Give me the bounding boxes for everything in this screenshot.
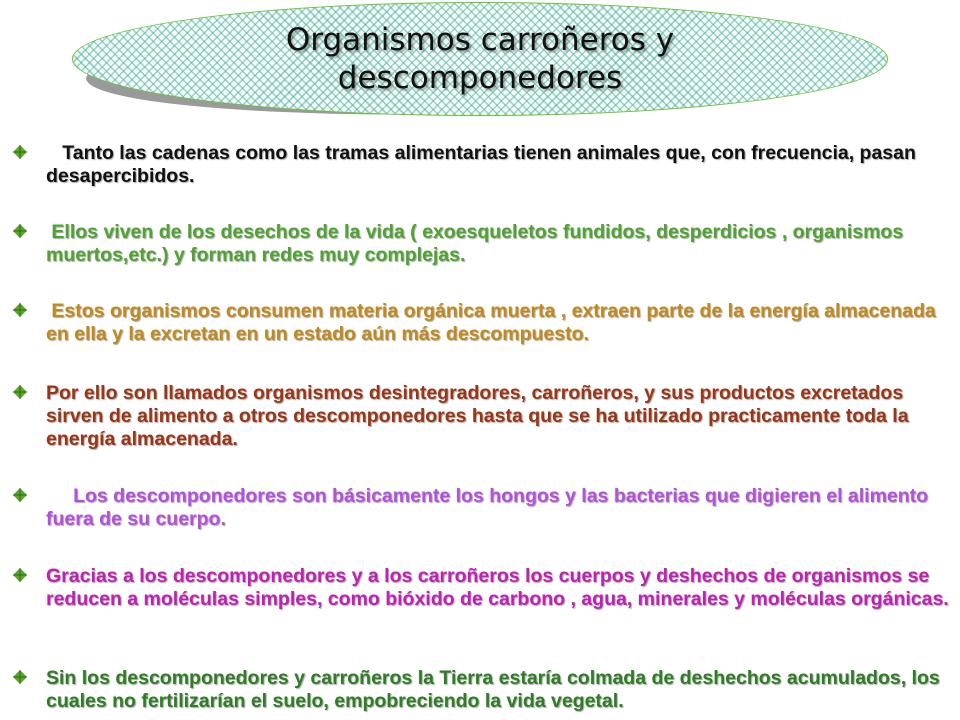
leaf-bullet-icon bbox=[12, 302, 28, 318]
leaf-bullet-icon bbox=[12, 384, 28, 400]
bullet-text: Estos organismos consumen materia orgánica muerta , extraen parte de la energía almacenada en ella y la excretan en un estado aún más descompuesto. bbox=[46, 300, 942, 345]
bullet-text: Por ello son llamados organismos desintegradores, carroñeros, y sus productos excretados sirven de alimento a otros descomponedores hasta que se ha utilizado practicamente toda la energía almacenada. bbox=[46, 382, 914, 450]
bullet-item bbox=[12, 667, 952, 713]
bullet-text: Ellos viven de los desechos de la vida ( exoesqueletos fundidos, desperdicios , organismos muertos,etc.) y forman redes muy complejas. bbox=[46, 221, 909, 266]
leaf-bullet-icon bbox=[12, 487, 28, 503]
bullet-item bbox=[12, 485, 952, 531]
bullet-text: Gracias a los descomponedores y a los carroñeros los cuerpos y deshechos de organismos se reducen a moléculas simples, como bióxido de carbono , agua, minerales y moléculas orgánicas. bbox=[46, 565, 949, 610]
leaf-bullet-icon bbox=[12, 144, 28, 160]
bullet-item bbox=[12, 142, 952, 188]
bullet-text: Sin los descomponedores y carroñeros la Tierra estaría colmada de deshechos acumulados, los cuales no fertilizarían el suelo, empobreciendo la vida vegetal. bbox=[46, 667, 946, 712]
leaf-bullet-icon bbox=[12, 223, 28, 239]
bullet-item bbox=[12, 300, 952, 346]
bullet-item bbox=[12, 221, 952, 267]
bullet-text: Tanto las cadenas como las tramas alimentarias tienen animales que, con frecuencia, pasan desapercibidos. bbox=[46, 142, 922, 187]
slide-title: Organismos carroñeros y descomponedores bbox=[285, 22, 675, 96]
bullet-item bbox=[12, 565, 952, 611]
bullet-item bbox=[12, 382, 952, 451]
leaf-bullet-icon bbox=[12, 669, 28, 685]
leaf-bullet-icon bbox=[12, 567, 28, 583]
bullet-text: Los descomponedores son básicamente los hongos y las bacterias que digieren el alimento fuera de su cuerpo. bbox=[46, 485, 934, 530]
